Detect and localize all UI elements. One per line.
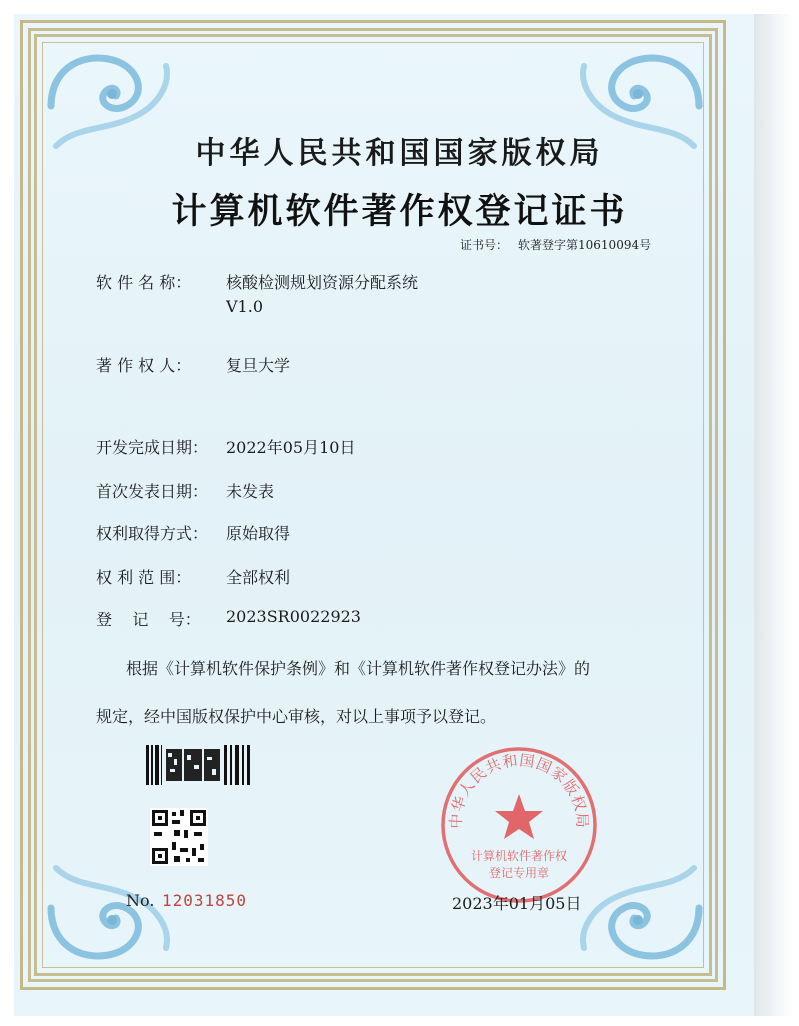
cert-no-label: 证书号：: [460, 238, 509, 252]
seal-inner-text-1: 计算机软件著作权: [470, 849, 568, 863]
seal-ring-text: 中华人民共和国国家版权局: [446, 751, 592, 830]
field-label: 权利取得方式：: [96, 524, 209, 543]
seal-inner-text-2: 登记专用章: [488, 866, 550, 880]
issue-date: 2023年01月05日: [452, 894, 582, 913]
barcode: [146, 745, 256, 785]
field-rights-scope: [96, 565, 290, 588]
field-value-version: V1.0: [226, 297, 263, 316]
cert-no-value: 软著登字第10610094号: [518, 238, 652, 252]
field-registration-number: [96, 607, 361, 630]
field-label: 开发完成日期：: [96, 438, 209, 457]
field-value: 复旦大学: [226, 356, 291, 375]
field-label: 首次发表日期：: [96, 482, 209, 501]
serial-number-label: No.: [126, 891, 155, 910]
serial-number-value: 12031850: [162, 891, 248, 910]
field-value: 核酸检测规划资源分配系统: [226, 273, 419, 292]
statement-line-1: 根据《计算机软件保护条例》和《计算机软件著作权登记办法》的: [126, 659, 591, 678]
official-seal: [436, 742, 602, 908]
field-label: 权 利 范 围：: [96, 568, 192, 587]
certificate-title: 计算机软件著作权登记证书: [171, 191, 628, 232]
corner-ornament-bottom-left: [46, 858, 176, 968]
field-acquisition-method: [96, 521, 290, 544]
authority-title: 中华人民共和国国家版权局: [195, 136, 604, 171]
field-value: 2022年05月10日: [226, 438, 356, 457]
certificate-number: [460, 236, 661, 253]
field-first-publication: [96, 479, 274, 502]
field-label: 著 作 权 人：: [96, 356, 192, 375]
field-value: 原始取得: [226, 524, 291, 543]
field-copyright-owner: [96, 353, 290, 376]
field-value: 全部权利: [226, 568, 291, 587]
field-label: 登 记 号：: [96, 610, 201, 629]
qr-code: [150, 808, 208, 866]
border-inner: [42, 42, 704, 968]
field-completion-date: [96, 435, 355, 458]
field-value: 未发表: [226, 482, 275, 501]
field-software-name: [96, 270, 418, 316]
statement-line-2: 规定，经中国版权保护中心审核，对以上事项予以登记。: [96, 707, 497, 726]
field-value: 2023SR0022923: [226, 607, 361, 626]
field-label: 软 件 名 称：: [96, 273, 192, 292]
